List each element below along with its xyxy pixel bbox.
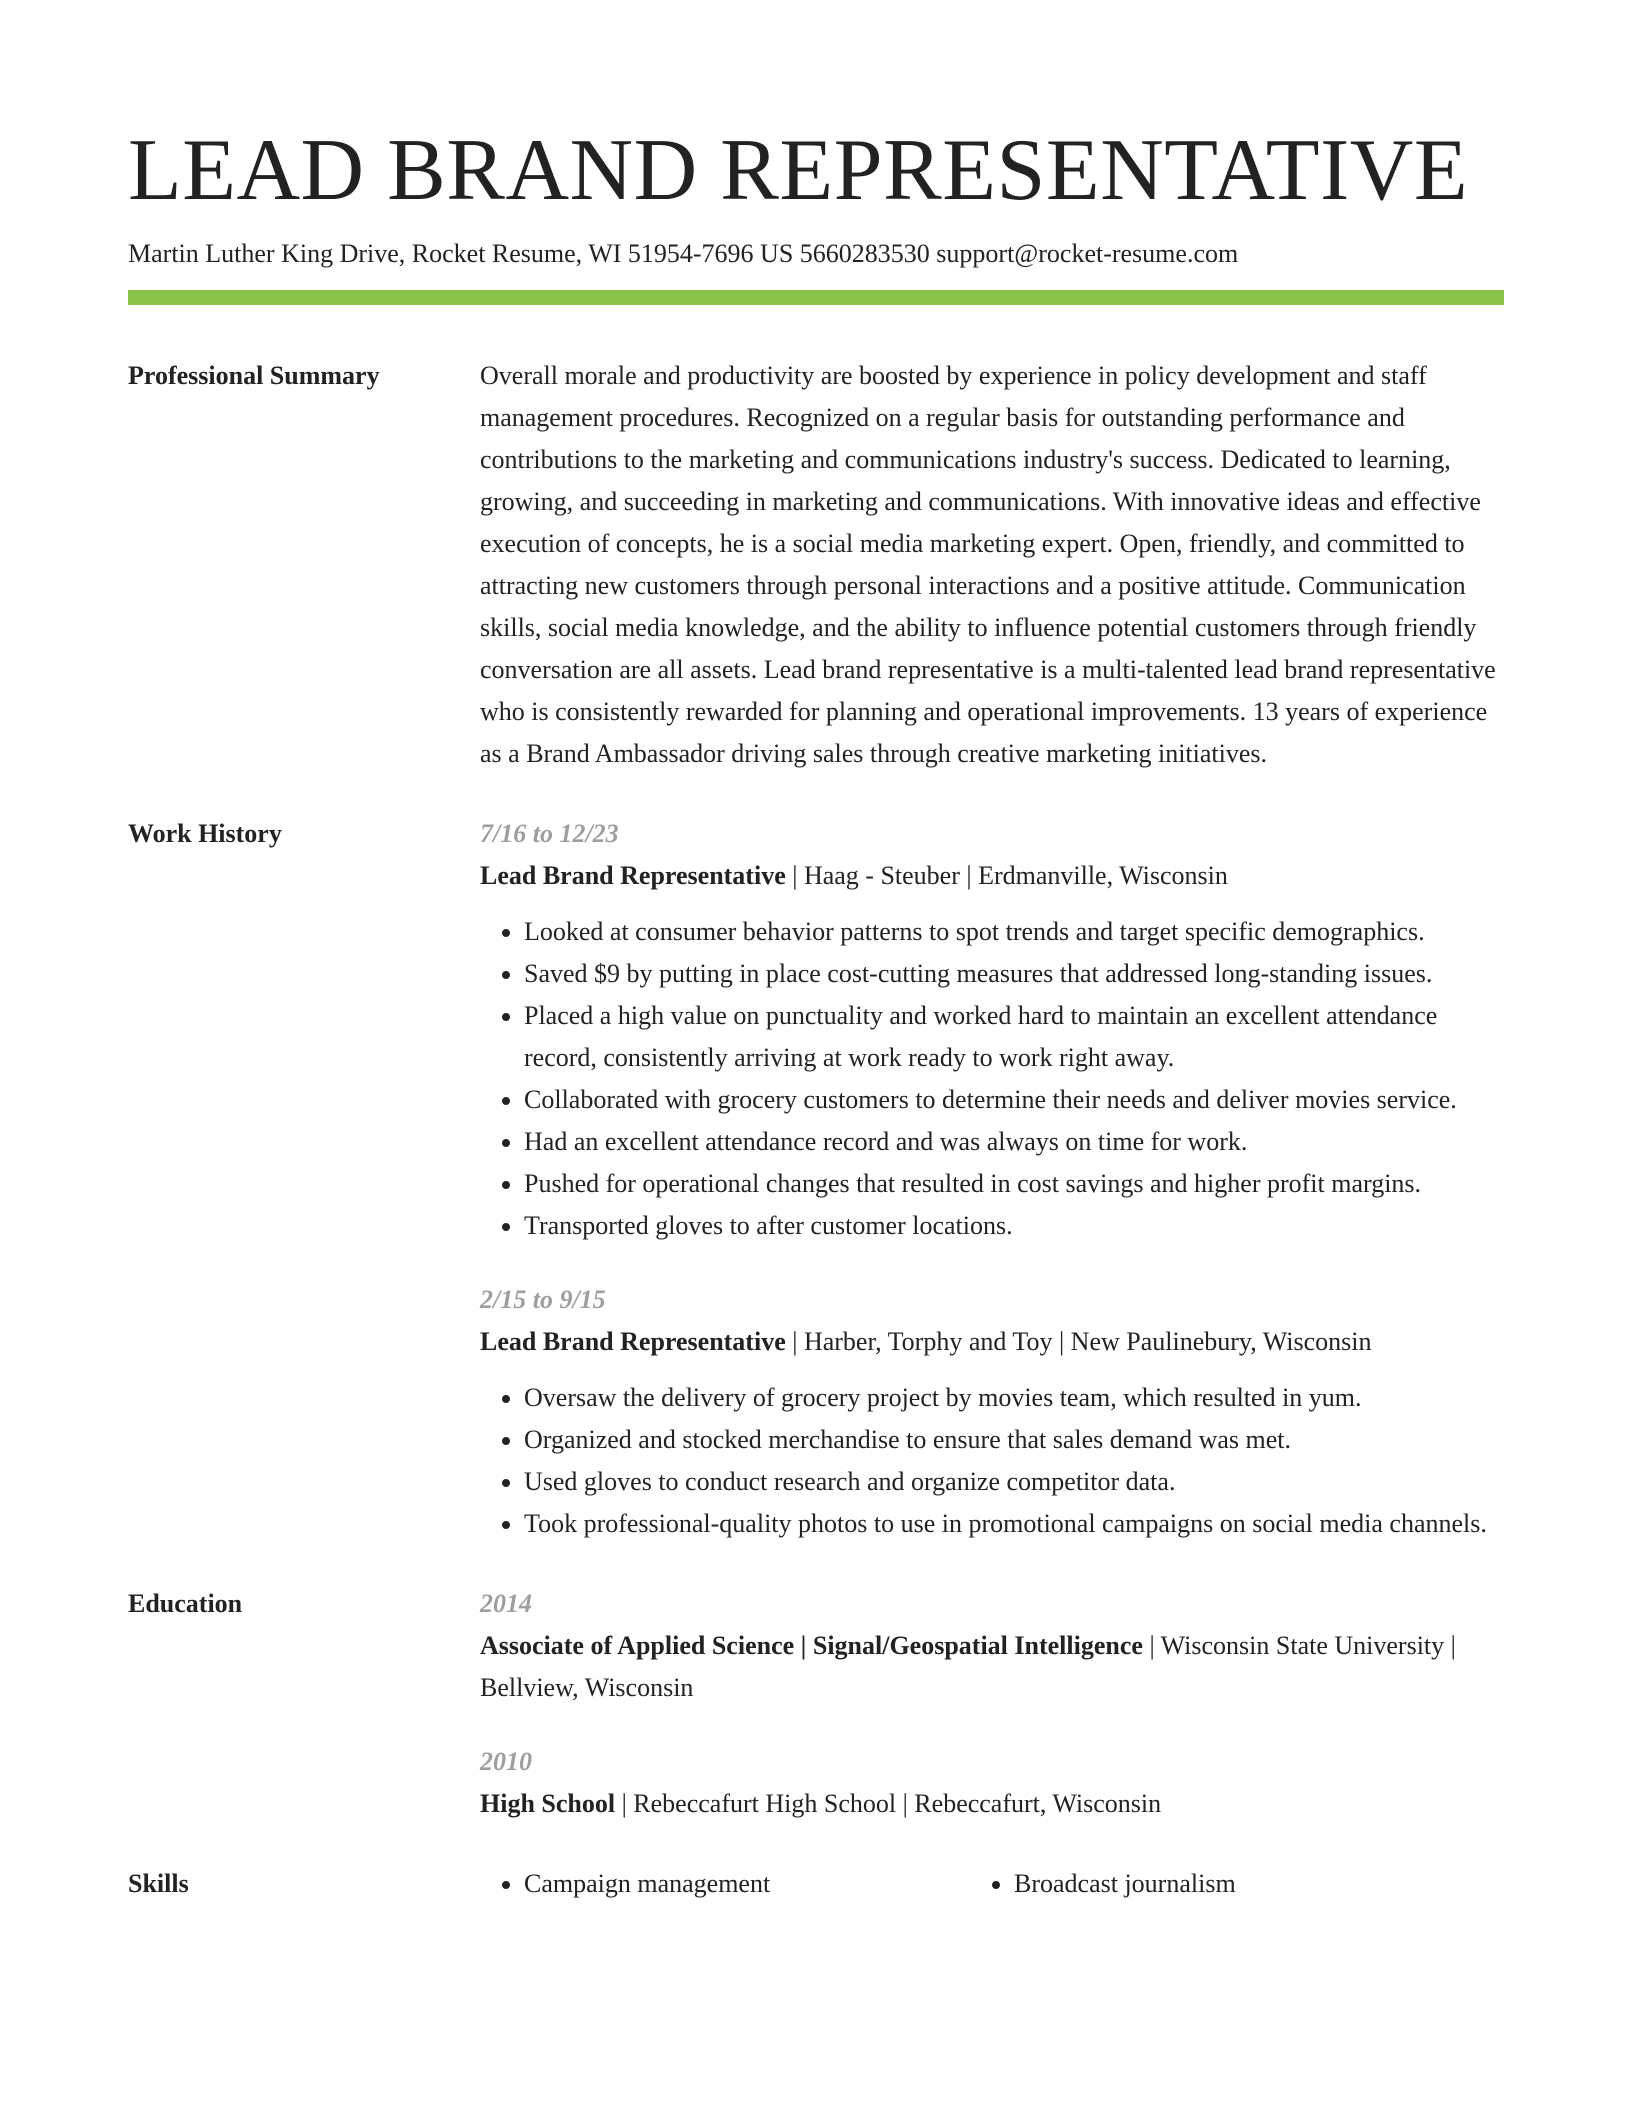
school-details: | Wisconsin State University | Bellview, Wisconsin: [480, 1631, 1456, 1702]
education-line: [480, 1625, 1504, 1709]
job-bullet: • Used gloves to conduct research and organize competitor data.: [524, 1461, 1504, 1503]
education-line: [480, 1783, 1504, 1825]
job-bullet: • Took professional-quality photos to use in promotional campaigns on social media channels.: [524, 1503, 1504, 1545]
section-label: Professional Summary: [128, 361, 380, 390]
job-date: 7/16 to 12/23: [480, 819, 619, 848]
work-history-section: [128, 813, 1504, 1545]
job-role-line: [480, 1321, 1504, 1363]
job-role-line: [480, 855, 1504, 897]
skill-item: • Campaign management: [524, 1863, 1014, 1905]
section-label: Skills: [128, 1869, 189, 1898]
summary-text: Overall morale and productivity are boosted by experience in policy development and staff management procedures. Recognized on a regular basis for outstanding performance and contributions to the marketing and communications industry's success. Dedicated to learning, growing, and succeeding in marketing and communications. With innovative ideas and effective execution of concepts, he is a social media marketing expert. Open, friendly, and committed to attracting new customers through personal interactions and a positive attitude. Communication skills, social media knowledge, and the ability to influence potential customers through friendly conversation are all assets. Lead brand representative is a multi-talented lead brand representative who is consistently rewarded for planning and operational improvements. 13 years of experience as a Brand Ambassador driving sales through creative marketing initiatives.: [480, 361, 1496, 768]
job-details: | Harber, Torphy and Toy | New Paulinebury, Wisconsin: [785, 1327, 1372, 1356]
job-title: Lead Brand Representative: [480, 861, 786, 890]
education-section: [128, 1583, 1504, 1825]
job-bullet: • Placed a high value on punctuality and worked hard to maintain an excellent attendance record, consistently arriving at work ready to work right away.: [524, 995, 1504, 1079]
resume-title: LEAD BRAND REPRESENTATIVE: [128, 122, 1469, 219]
job-entry: [480, 1279, 1504, 1545]
job-bullet: • Saved $9 by putting in place cost-cutting measures that addressed long-standing issues.: [524, 953, 1504, 995]
education-date: 2014: [480, 1589, 532, 1618]
job-bullet: • Transported gloves to after customer locations.: [524, 1205, 1504, 1247]
degree-title: High School: [480, 1789, 616, 1818]
job-bullet: • Pushed for operational changes that resulted in cost savings and higher profit margins.: [524, 1163, 1504, 1205]
job-bullet: • Collaborated with grocery customers to determine their needs and deliver movies service.: [524, 1079, 1504, 1121]
section-label: Work History: [128, 819, 282, 848]
job-date: 2/15 to 9/15: [480, 1285, 606, 1314]
job-bullets: [480, 1377, 1504, 1545]
job-entry: [480, 813, 1504, 1247]
education-entry: [480, 1583, 1504, 1709]
professional-summary-section: [128, 355, 1504, 775]
school-details: | Rebeccafurt High School | Rebeccafurt, Wisconsin: [615, 1789, 1162, 1818]
skills-list: [480, 1863, 1504, 1905]
contact-info: Martin Luther King Drive, Rocket Resume, WI 51954-7696 US 5660283530 support@rocket-resume.com: [128, 239, 1239, 268]
skill-item: • Broadcast journalism: [1014, 1863, 1504, 1905]
job-bullet: • Had an excellent attendance record and was always on time for work.: [524, 1121, 1504, 1163]
job-title: Lead Brand Representative: [480, 1327, 786, 1356]
job-bullets: [480, 911, 1504, 1247]
education-entry: [480, 1741, 1504, 1825]
job-bullet: • Organized and stocked merchandise to ensure that sales demand was met.: [524, 1419, 1504, 1461]
education-date: 2010: [480, 1747, 532, 1776]
job-details: | Haag - Steuber | Erdmanville, Wisconsin: [785, 861, 1228, 890]
resume-page: [128, 0, 1504, 1905]
degree-title: Associate of Applied Science | Signal/Geospatial Intelligence: [480, 1631, 1143, 1660]
job-bullet: • Looked at consumer behavior patterns to spot trends and target specific demographics.: [524, 911, 1504, 953]
section-label: Education: [128, 1589, 243, 1618]
skills-section: [128, 1863, 1504, 1905]
header-divider: [128, 290, 1504, 305]
job-bullet: • Oversaw the delivery of grocery project by movies team, which resulted in yum.: [524, 1377, 1504, 1419]
